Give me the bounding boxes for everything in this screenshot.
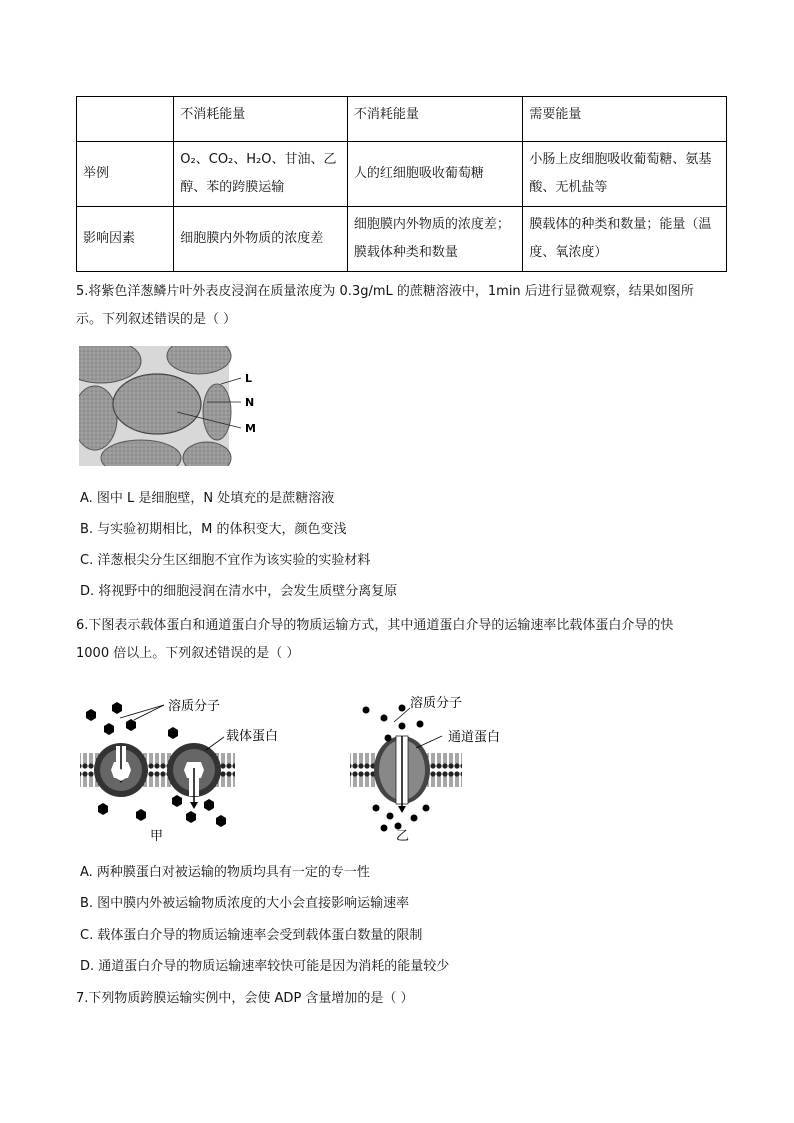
table-row [77, 207, 727, 272]
table-cell [174, 142, 348, 207]
table-header-cell: 不消耗能量 [347, 97, 523, 142]
q5-stem [76, 278, 736, 334]
label-L: L [245, 372, 253, 385]
table-header-cell: 不消耗能量 [174, 97, 348, 142]
leader-line [206, 737, 224, 750]
cell-text: 小肠上皮细胞吸收葡萄糖、氨基 [529, 152, 712, 167]
q6-option-b: B. 图中膜内外被运输物质浓度的大小会直接影响运输速率 [80, 896, 410, 911]
microscope-figure [79, 346, 269, 466]
arrow-head [190, 802, 198, 809]
table-row [77, 142, 727, 207]
channel-panel [350, 695, 500, 844]
table-cell [523, 142, 727, 207]
carrier-panel [80, 698, 278, 844]
table-row-label: 影响因素 [77, 207, 174, 272]
cell-text: 细胞膜内外物质的浓度差； [353, 217, 510, 232]
q5-option-a: A. 图中 L 是细胞壁，N 处填充的是蔗糖溶液 [80, 491, 335, 506]
cell-shape [79, 386, 117, 450]
q6-stem [76, 612, 736, 668]
table-header-row [77, 97, 727, 142]
solute-label-left: 溶质分子 [168, 699, 221, 714]
table-header-cell: 需要能量 [523, 97, 727, 142]
q7-line1: 7.下列物质跨膜运输实例中，会使 ADP 含量增加的是（ ） [76, 991, 414, 1006]
q5-line2: 示。下列叙述错误的是（ ） [76, 312, 237, 327]
q6-line1: 6.下图表示载体蛋白和通道蛋白介导的物质运输方式，其中通道蛋白介导的运输速率比载体蛋白介导的快 [76, 618, 674, 633]
table-row-label: 举例 [77, 142, 174, 207]
channel-label: 通道蛋白 [448, 730, 501, 745]
cell-text: O₂、CO₂、H₂O、甘油、乙 [180, 152, 337, 167]
protoplast-M [113, 374, 201, 434]
cell-text: 酸、无机盐等 [529, 180, 608, 195]
transport-table [76, 96, 727, 272]
caption-jia: 甲 [150, 829, 164, 844]
q6-option-d: D. 通道蛋白介导的物质运输速率较快可能是因为消耗的能量较少 [80, 959, 450, 974]
solute-label-right: 溶质分子 [410, 696, 463, 711]
q7-stem [76, 985, 736, 1013]
q5-option-b: B. 与实验初期相比，M 的体积变大，颜色变浅 [80, 522, 347, 537]
q6-line2: 1000 倍以上。下列叙述错误的是（ ） [76, 646, 300, 661]
label-M: M [245, 422, 256, 435]
table-cell: 细胞膜内外物质的浓度差 [174, 207, 348, 272]
label-N: N [245, 396, 255, 409]
caption-yi: 乙 [396, 829, 410, 844]
q5-option-c: C. 洋葱根尖分生区细胞不宜作为该实验的实验材料 [80, 553, 371, 568]
cell-text: 膜载体的种类和数量；能量（温 [529, 217, 712, 232]
cell-text: 膜载体种类和数量 [353, 245, 458, 260]
table-cell [347, 207, 523, 272]
cell-text: 醇、苯的跨膜运输 [180, 180, 285, 195]
q5-option-d: D. 将视野中的细胞浸润在清水中，会发生质壁分离复原 [80, 584, 398, 599]
q5-line1: 5.将紫色洋葱鳞片叶外表皮浸润在质量浓度为 0.3g/mL 的蔗糖溶液中，1min 后进行显微观察，结果如图所 [76, 284, 694, 299]
arrow-head [398, 806, 406, 813]
q6-option-c: C. 载体蛋白介导的物质运输速率会受到载体蛋白数量的限制 [80, 928, 423, 943]
table-cell: 人的红细胞吸收葡萄糖 [347, 142, 523, 207]
leader-line [416, 736, 442, 748]
table-cell [523, 207, 727, 272]
carrier-label: 载体蛋白 [226, 729, 279, 744]
cell-text: 度、氧浓度） [529, 245, 608, 260]
membrane-protein-figure [76, 690, 516, 845]
cell-shape [203, 384, 231, 440]
table-header-cell [77, 97, 174, 142]
q6-option-a: A. 两种膜蛋白对被运输的物质均具有一定的专一性 [80, 865, 370, 880]
